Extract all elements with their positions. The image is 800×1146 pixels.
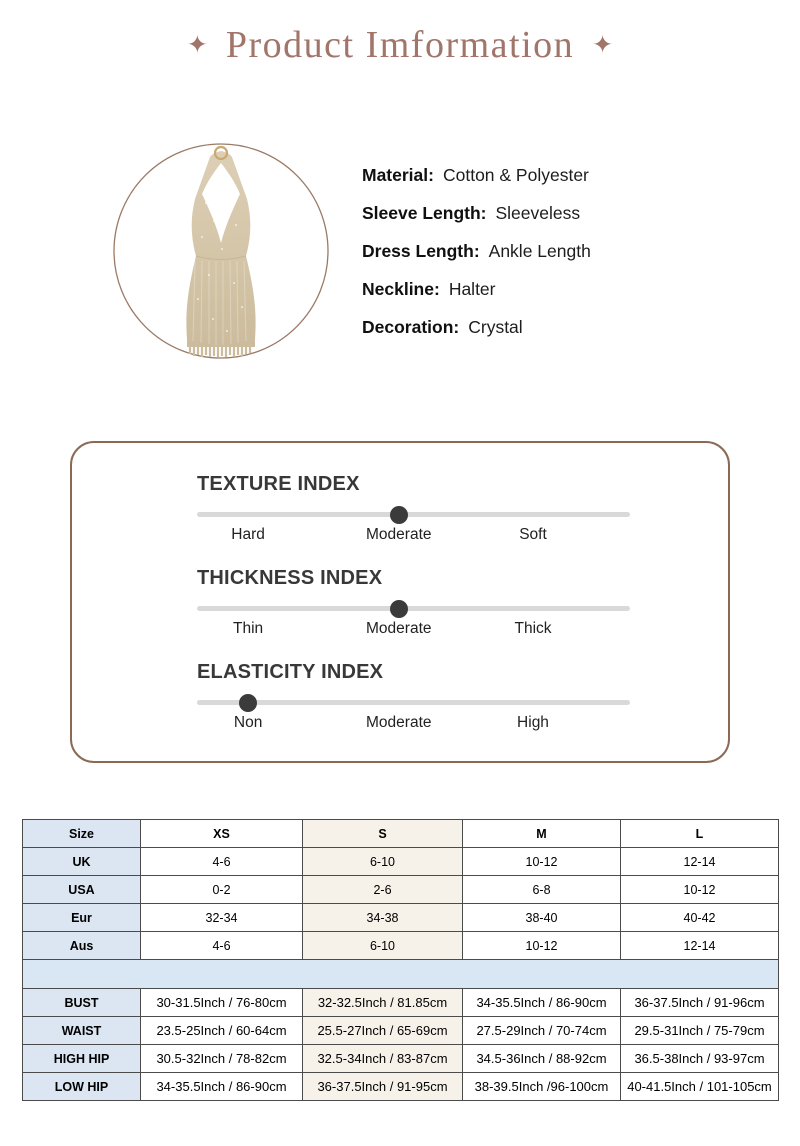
value-cell: M	[463, 820, 621, 848]
value-cell: 27.5-29Inch / 70-74cm	[463, 1017, 621, 1045]
value-cell: 2-6	[303, 876, 463, 904]
elasticity-slider-dot	[239, 694, 257, 712]
row-label-cell: BUST	[23, 989, 141, 1017]
size-chart-table	[22, 819, 779, 1101]
value-cell: 30-31.5Inch / 76-80cm	[141, 989, 303, 1017]
elasticity-slider-track	[197, 700, 630, 705]
slider-label: Hard	[231, 526, 265, 543]
size-table-row	[23, 932, 779, 960]
product-image-circle	[110, 141, 332, 369]
slider-label: Moderate	[366, 620, 432, 637]
spacer-cell	[23, 960, 779, 989]
detail-label: Sleeve Length:	[362, 202, 487, 223]
value-cell: 34-35.5Inch / 86-90cm	[141, 1073, 303, 1101]
measure-table-row	[23, 1045, 779, 1073]
value-cell: 29.5-31Inch / 75-79cm	[621, 1017, 779, 1045]
value-cell: 34.5-36Inch / 88-92cm	[463, 1045, 621, 1073]
texture-index-title: TEXTURE INDEX	[197, 473, 360, 495]
texture-index-block	[197, 473, 630, 545]
thickness-slider-track	[197, 606, 630, 611]
sparkle-icon-right: ✦	[592, 30, 614, 59]
row-label-cell: Aus	[23, 932, 141, 960]
row-label-cell: USA	[23, 876, 141, 904]
product-detail-decoration	[362, 316, 591, 339]
slider-label: Moderate	[366, 714, 432, 731]
value-cell: 38-39.5Inch /96-100cm	[463, 1073, 621, 1101]
value-cell: 10-12	[463, 932, 621, 960]
value-cell: 36.5-38Inch / 93-97cm	[621, 1045, 779, 1073]
row-label-cell: Size	[23, 820, 141, 848]
value-cell: L	[621, 820, 779, 848]
product-detail-material	[362, 164, 591, 187]
row-label-cell: HIGH HIP	[23, 1045, 141, 1073]
product-summary-section	[110, 141, 800, 369]
value-cell: 40-41.5Inch / 101-105cm	[621, 1073, 779, 1101]
row-label-cell: WAIST	[23, 1017, 141, 1045]
dress-product-image	[110, 141, 332, 369]
value-cell: 0-2	[141, 876, 303, 904]
detail-value: Cotton & Polyester	[442, 164, 589, 185]
product-detail-dress-length	[362, 240, 591, 263]
size-table-row	[23, 848, 779, 876]
measure-table-row	[23, 1073, 779, 1101]
texture-slider-track	[197, 512, 630, 517]
value-cell: 36-37.5Inch / 91-96cm	[621, 989, 779, 1017]
spacer-row	[23, 960, 779, 989]
fabric-index-card	[70, 441, 730, 763]
slider-label: High	[517, 714, 549, 731]
elasticity-slider-labels	[197, 714, 630, 733]
slider-label: Thick	[514, 620, 552, 637]
thickness-slider-labels	[197, 620, 630, 639]
elasticity-index-title: ELASTICITY INDEX	[197, 661, 384, 683]
value-cell: 34-35.5Inch / 86-90cm	[463, 989, 621, 1017]
value-cell: 25.5-27Inch / 65-69cm	[303, 1017, 463, 1045]
measure-table-row	[23, 989, 779, 1017]
value-cell: 10-12	[621, 876, 779, 904]
slider-label: Non	[233, 714, 263, 731]
value-cell: 12-14	[621, 848, 779, 876]
value-cell: 38-40	[463, 904, 621, 932]
detail-label: Dress Length:	[362, 240, 480, 261]
detail-label: Material:	[362, 164, 434, 185]
value-cell: 34-38	[303, 904, 463, 932]
sparkle-icon-left: ✦	[186, 30, 208, 59]
table-header-row	[23, 820, 779, 848]
value-cell: XS	[141, 820, 303, 848]
value-cell: 12-14	[621, 932, 779, 960]
value-cell: 6-8	[463, 876, 621, 904]
slider-label: Moderate	[366, 526, 432, 543]
value-cell: 30.5-32Inch / 78-82cm	[141, 1045, 303, 1073]
value-cell: 4-6	[141, 848, 303, 876]
slider-label: Thin	[233, 620, 264, 637]
texture-slider-dot	[390, 506, 408, 524]
value-cell: 32-34	[141, 904, 303, 932]
thickness-index-title: THICKNESS INDEX	[197, 567, 383, 589]
detail-label: Neckline:	[362, 278, 440, 299]
product-details-list	[362, 164, 591, 339]
measure-table-row	[23, 1017, 779, 1045]
slider-label: Soft	[519, 526, 547, 543]
page-title: Product Imformation	[225, 24, 575, 66]
thickness-slider-dot	[390, 600, 408, 618]
value-cell: 10-12	[463, 848, 621, 876]
value-cell: 6-10	[303, 932, 463, 960]
product-detail-neckline	[362, 278, 591, 301]
row-label-cell: UK	[23, 848, 141, 876]
value-cell: 32-32.5Inch / 81.85cm	[303, 989, 463, 1017]
thickness-index-block	[197, 567, 630, 639]
value-cell: 6-10	[303, 848, 463, 876]
detail-value: Crystal	[468, 316, 523, 337]
size-table-row	[23, 876, 779, 904]
elasticity-index-block	[197, 661, 630, 733]
value-cell: S	[303, 820, 463, 848]
page-header	[0, 0, 800, 74]
product-detail-sleeve-length	[362, 202, 591, 225]
value-cell: 36-37.5Inch / 91-95cm	[303, 1073, 463, 1101]
texture-slider-labels	[197, 526, 630, 545]
row-label-cell: LOW HIP	[23, 1073, 141, 1101]
detail-label: Decoration:	[362, 316, 460, 337]
value-cell: 23.5-25Inch / 60-64cm	[141, 1017, 303, 1045]
value-cell: 4-6	[141, 932, 303, 960]
detail-value: Halter	[448, 278, 496, 299]
detail-value: Sleeveless	[495, 202, 581, 223]
row-label-cell: Eur	[23, 904, 141, 932]
value-cell: 32.5-34Inch / 83-87cm	[303, 1045, 463, 1073]
size-table-row	[23, 904, 779, 932]
detail-value: Ankle Length	[488, 240, 591, 261]
value-cell: 40-42	[621, 904, 779, 932]
